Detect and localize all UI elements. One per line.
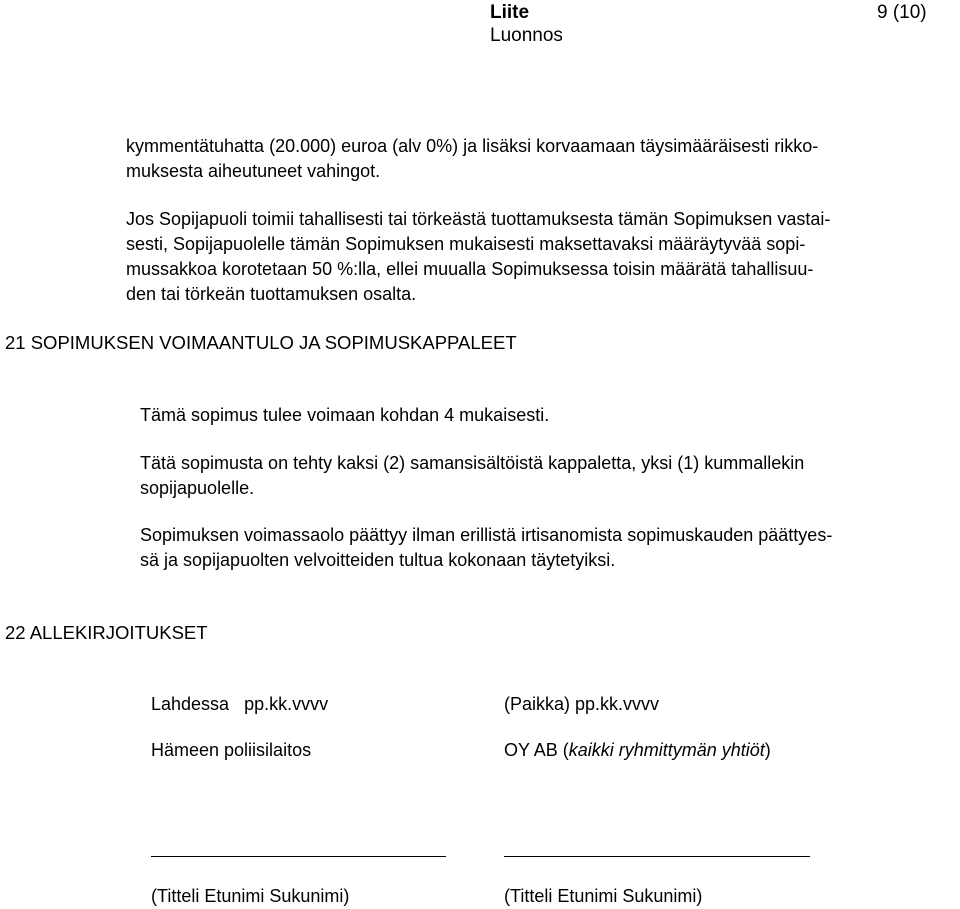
text-line: Sopimuksen voimassaolo päättyy ilman erillistä irtisanomista sopimuskauden päättyes- bbox=[140, 525, 833, 545]
section-21-paragraph-1: Tämä sopimus tulee voimaan kohdan 4 mukaisesti. bbox=[140, 405, 550, 425]
page-number: 9 (10) bbox=[877, 2, 927, 23]
signature-line bbox=[151, 856, 446, 857]
signature-line bbox=[504, 856, 810, 857]
header-subtitle: Luonnos bbox=[490, 25, 563, 46]
party-suffix: ) bbox=[764, 740, 771, 760]
text-line: sesti, Sopijapuolelle tämän Sopimuksen mukaisesti maksettavaksi määräytyvää sopi- bbox=[126, 234, 806, 254]
signature-place-date: (Paikka) pp.kk.vvvv bbox=[504, 694, 660, 714]
text-line: mussakkoa korotetaan 50 %:lla, ellei muualla Sopimuksessa toisin määrätä tahallisuu- bbox=[126, 259, 814, 279]
section-22-heading: 22 ALLEKIRJOITUKSET bbox=[5, 622, 208, 643]
signature-signer: (Titteli Etunimi Sukunimi) bbox=[504, 886, 703, 906]
text-line: sopijapuolelle. bbox=[140, 478, 255, 498]
text-line: sä ja sopijapuolten velvoitteiden tultua kokonaan täytetyiksi. bbox=[140, 550, 616, 570]
party-italic: kaikki ryhmittymän yhtiöt bbox=[568, 740, 765, 760]
party-prefix: OY AB ( bbox=[504, 740, 569, 760]
signature-party bbox=[504, 738, 771, 763]
text-line: Jos Sopijapuoli toimii tahallisesti tai törkeästä tuottamuksesta tämän Sopimuksen vastai- bbox=[126, 209, 831, 229]
text-line: den tai törkeän tuottamuksen osalta. bbox=[126, 284, 417, 304]
header-title: Liite bbox=[490, 2, 530, 23]
section-21-heading: 21 SOPIMUKSEN VOIMAANTULO JA SOPIMUSKAPPALEET bbox=[5, 332, 517, 353]
text-line: kymmentätuhatta (20.000) euroa (alv 0%) ja lisäksi korvaamaan täysimääräisesti rikko- bbox=[126, 136, 819, 156]
text-line: Tätä sopimusta on tehty kaksi (2) samansisältöistä kappaletta, yksi (1) kummallekin bbox=[140, 453, 805, 473]
signature-place-date: Lahdessa pp.kk.vvvv bbox=[151, 694, 329, 714]
signature-party: Hämeen poliisilaitos bbox=[151, 740, 312, 760]
signature-signer: (Titteli Etunimi Sukunimi) bbox=[151, 886, 350, 906]
text-line: muksesta aiheutuneet vahingot. bbox=[126, 161, 381, 181]
